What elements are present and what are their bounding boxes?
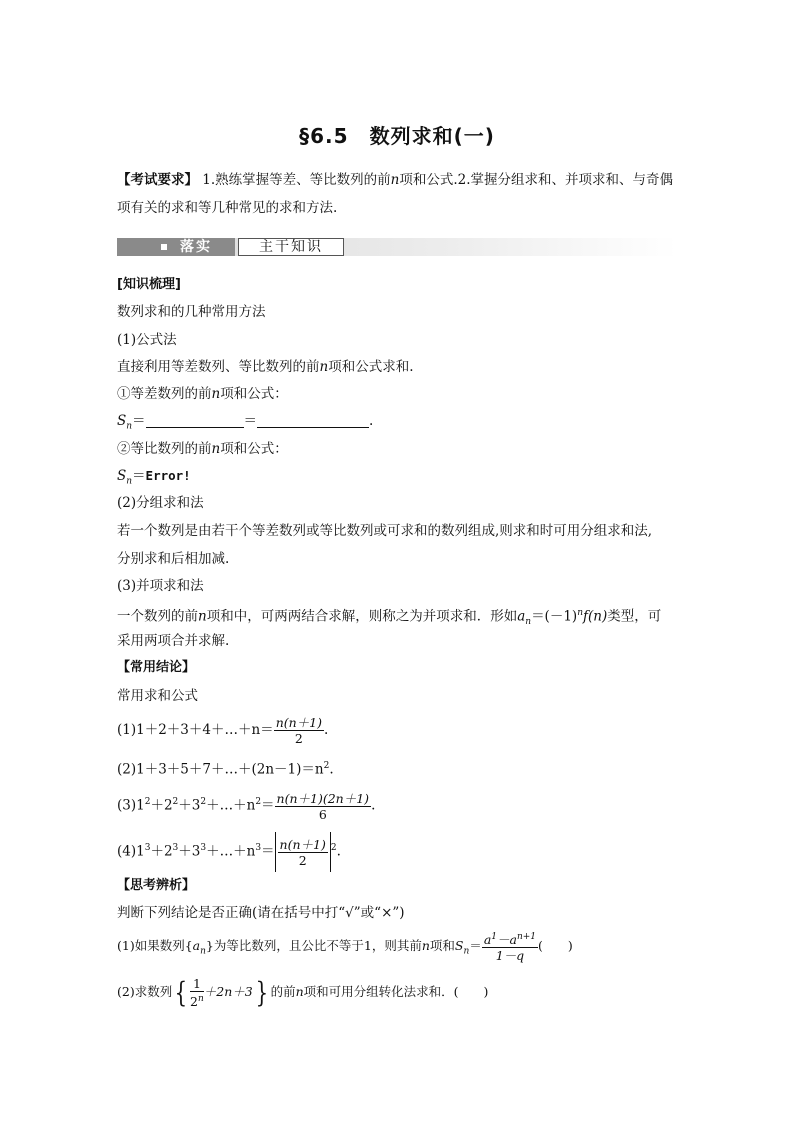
formula-3: $(3)1^2+2^2+3^2+\dots+n^2=$ $\frac{n(n+1)(2n+1)}{6}$ . bbox=[117, 790, 376, 822]
conclusions-heading: 常用求和公式 bbox=[117, 688, 198, 704]
page-title: §6.5 数列求和(一) bbox=[299, 124, 495, 148]
formula-1: (1)1＋2＋3＋4＋…＋n＝ $\frac{n(n+1)}{2}$ . bbox=[117, 715, 329, 746]
answer-paren-2[interactable]: 项和可用分组转化法求和．( ) bbox=[303, 984, 489, 999]
method3-desc1: 一个数列的前n项和中，可两两结合求解，则称之为并项求和．形如$a_n=(-1)^nf(n)$类型，可 bbox=[117, 608, 662, 628]
conclusions-tag: 【常用结论】 bbox=[117, 660, 196, 675]
blank-field-2 bbox=[257, 413, 369, 428]
square-bracket: $\frac{n(n+1)}{2}$ bbox=[275, 832, 331, 872]
thinking-tag: 【思考辨析】 bbox=[117, 878, 196, 893]
method1-desc: 直接利用等差数列、等比数列的前n项和公式求和. bbox=[117, 359, 414, 375]
band-left-label: 落实 bbox=[180, 239, 212, 255]
error-text: Error! bbox=[145, 468, 191, 483]
method2-title: (2)分组求和法 bbox=[117, 495, 204, 511]
section-band bbox=[117, 236, 677, 258]
thinking-instruction: 判断下列结论是否正确(请在括号中打“√”或“×”) bbox=[117, 905, 405, 921]
square-bullet-icon bbox=[161, 244, 167, 250]
arith-formula-label: ①等差数列的前n项和公式： bbox=[117, 386, 288, 402]
method2-desc1: 若一个数列是由若干个等差数列或等比数列或可求和的数列组成,则求和时可用分组求和法, bbox=[117, 523, 653, 539]
method3-desc2: 采用两项合并求解. bbox=[117, 633, 230, 649]
method2-desc2: 分别求和后相加减. bbox=[117, 551, 230, 567]
geo-formula-label: ②等比数列的前n项和公式： bbox=[117, 441, 288, 457]
method1-title: (1)公式法 bbox=[117, 332, 177, 348]
answer-paren-1[interactable]: ( ) bbox=[538, 938, 573, 953]
arith-formula-blanks: $S_n=$ ＝ . bbox=[117, 413, 374, 432]
band-right-label: 主干知识 bbox=[238, 238, 344, 256]
method3-title: (3)并项求和法 bbox=[117, 578, 204, 594]
formula-2: $(2)1+3+5+7+\dots+(2n-1)=n^2$. bbox=[117, 761, 334, 778]
knowledge-tag: [知识梳理] bbox=[117, 277, 181, 292]
formula-4: $(4)1^3+2^3+3^3+\dots+n^3=$ $\frac{n(n+1)}{2}$ $^2$. bbox=[117, 828, 341, 872]
left-brace-icon: { bbox=[174, 975, 188, 1009]
question-2: (2)求数列{ $\frac{1}{2^n}$ ＋2n＋3} 的前n项和可用分组转化法求和．( ) bbox=[117, 975, 489, 1010]
right-brace-icon: } bbox=[255, 975, 268, 1009]
knowledge-heading: 数列求和的几种常用方法 bbox=[117, 304, 266, 320]
exam-requirement-tag: 【考试要求】 bbox=[117, 172, 198, 188]
question-1: (1)如果数列$\{a_n\}$为等比数列，且公比不等于1，则其前n项和$S_n=$ $\frac{a^1-a^{n+1}}{1-q}$ ( ) bbox=[117, 931, 573, 964]
blank-field-1 bbox=[146, 413, 244, 428]
geo-formula: $S_n=Error$! bbox=[117, 468, 191, 487]
exam-requirement-line2: 项有关的求和等几种常见的求和方法. bbox=[117, 200, 338, 216]
exam-requirement-line1: 【考试要求】 1.熟练掌握等差、等比数列的前n项和公式.2.掌握分组求和、并项求和、与奇偶 bbox=[117, 172, 674, 188]
